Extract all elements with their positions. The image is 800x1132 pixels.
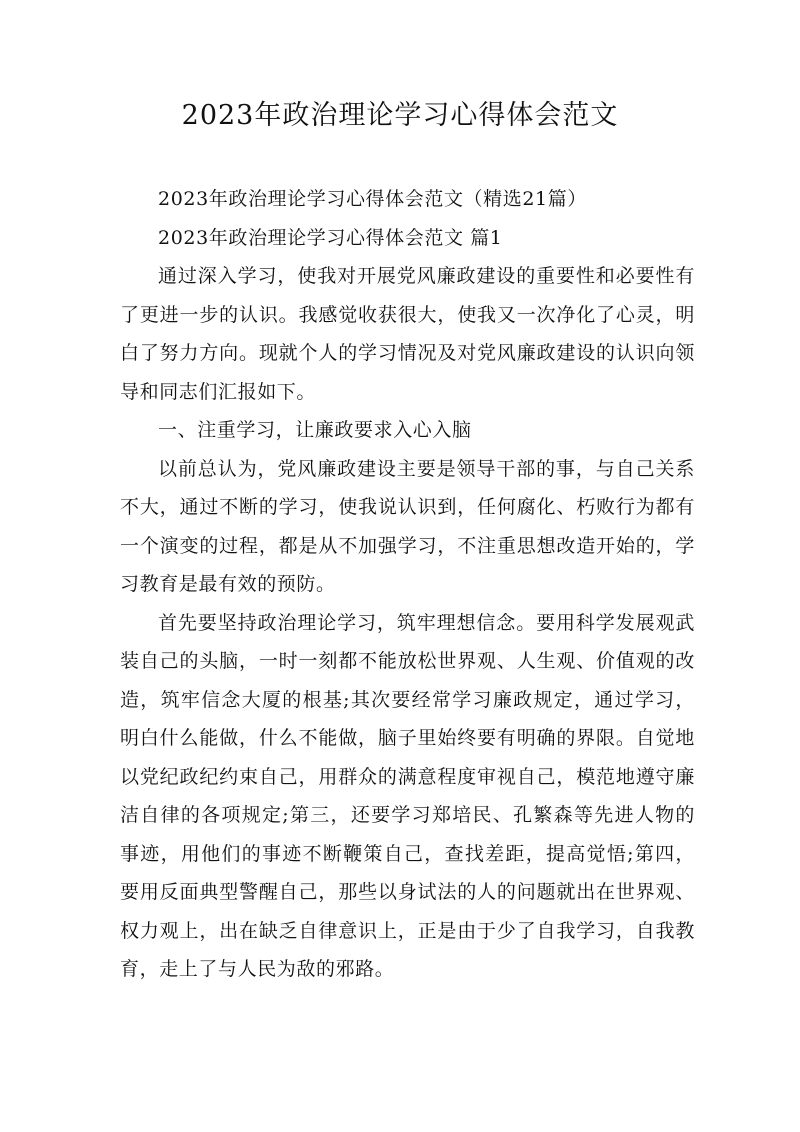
body-paragraph: 首先要坚持政治理论学习，筑牢理想信念。要用科学发展观武装自己的头脑，一时一刻都不能放松世界观、人生观、价值观的改造，筑牢信念大厦的根基;其次要经常学习廉政规定，通过学习，明白什么能做，什么不能做，脑子里始终要有明确的界限。自觉地以党纪政纪约束自己，用群众的满意程度审视自己，模范地遵守廉洁自律的各项规定;第三，还要学习郑培民、孔繁森等先进人物的事迹，用他们的事迹不断鞭策自己，查找差距，提高觉悟;第四，要用反面典型警醒自己，那些以身试法的人的问题就出在世界观、权力观上，出在缺乏自律意识上，正是由于少了自我学习，自我教育，走上了与人民为敌的邪路。 xyxy=(120,611,695,980)
intro-paragraph: 通过深入学习，使我对开展党风廉政建设的重要性和必要性有了更进一步的认识。我感觉收获很大，使我又一次净化了心灵，明白了努力方向。现就个人的学习情况及对党风廉政建设的认识向领导和同志们汇报如下。 xyxy=(120,265,695,403)
body-paragraph: 以前总认为，党风廉政建设主要是领导干部的事，与自己关系不大，通过不断的学习，使我说认识到，任何腐化、朽败行为都有一个演变的过程，都是从不加强学习，不注重思想改造开始的，学习教育是最有效的预防。 xyxy=(120,457,695,595)
point-one-heading: 一、注重学习，让廉政要求入心入脑 xyxy=(158,419,472,441)
subtitle-paragraph: 2023年政治理论学习心得体会范文（精选21篇） xyxy=(158,188,587,210)
document-body xyxy=(120,180,695,989)
document-title: 2023年政治理论学习心得体会范文 xyxy=(181,100,619,131)
section-heading-paragraph: 2023年政治理论学习心得体会范文 篇1 xyxy=(158,226,503,249)
